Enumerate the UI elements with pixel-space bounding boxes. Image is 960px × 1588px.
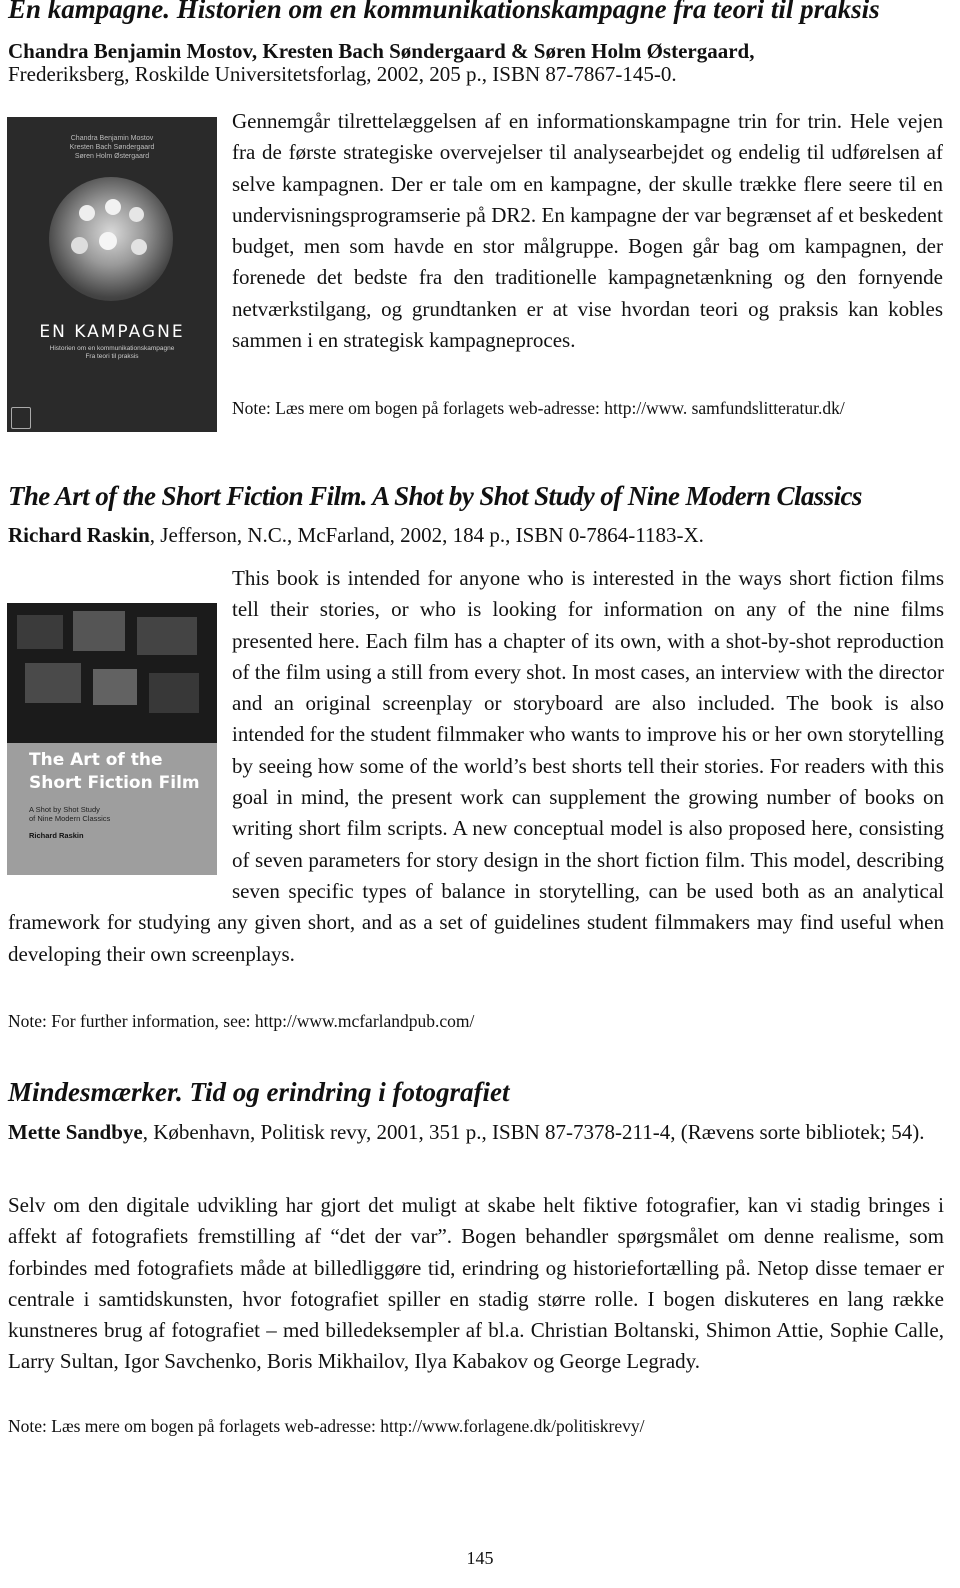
cover-author: Richard Raskin (29, 831, 84, 840)
book-cover-en-kampagne (7, 117, 217, 432)
person-figure (129, 207, 144, 222)
cover-subtitle-line: A Shot by Shot Study (29, 805, 100, 814)
cover-subtitle (7, 345, 217, 361)
page-number: 145 (466, 1548, 494, 1568)
review-3-note: Note: Læs mere om bogen på forlagets web-adresse: http://www.forlagene.dk/politiskrevy/ (8, 1416, 645, 1436)
review-3-body: Selv om den digitale udvikling har gjort det muligt at skabe helt fiktive fotografier, kan vi stadig bringes i affekt af fotografiets fremstilling af “det der var”. Bogen behandler spørgsmålet om denne realisme, som forbindes med fotografiets måde at billedliggøre tid, erindring og historiefortælling på. Netop disse temaer er centrale i samtidskunsten, hvor fotografiet spiller en stadig større rolle. I bogen diskuteres en lang række kunstneres brug af fotografiet – med billedeksempler af bl.a. Christian Boltanski, Shimon Attie, Sophie Calle, Larry Sultan, Igor Savchenko, Boris Mikhailov, Ilya Kabakov og George Legrady. (8, 1193, 944, 1374)
cover-author-line: Chandra Benjamin Mostov (70, 135, 154, 142)
person-figure (79, 205, 95, 221)
cover-group-photo (49, 177, 173, 301)
review-2-publication: , Jefferson, N.C., McFarland, 2002, 184 p., ISBN 0-7864-1183-X. (149, 523, 704, 547)
review-3-publication-line (8, 1121, 944, 1143)
review-1-body: Gennemgår tilrettelæggelsen af en informationskampagne trin for trin. Hele vejen fra de første strategiske overvejelser til analysearbejdet og endelig til udførelsen af selve kampagnen. Der er tale om en kampagne, der skulle trække flere seere til en undervisningsprogramserie på DR2. En kampagne der var begrænset af et beskedent budget, men som havde en stor målgruppe. Bogen går bag om kampagnen, der forenede det bedste fra den traditionelle kampagnetænkning og den fornyende netværkstilgang, og grundtanken er at vise hvordan teori og praksis kan kobles sammen i en strategisk kampagneproces. (232, 109, 943, 353)
cover-title-line: Short Fiction Film (29, 773, 200, 793)
review-2-publication-line (8, 524, 704, 546)
cover-subtitle-line: Fra teori til praksis (85, 353, 139, 360)
person-figure (131, 239, 147, 255)
cover-author-line: Kresten Bach Søndergaard (69, 144, 155, 151)
cover-authors (7, 134, 217, 161)
cover-title: EN KAMPAGNE (39, 322, 185, 342)
review-3-publication: , København, Politisk revy, 2001, 351 p., ISBN 87-7378-211-4, (Rævens sorte bibliotek; 54). (142, 1120, 925, 1144)
publisher-logo (11, 407, 31, 429)
cover-title-line: The Art of the (29, 750, 163, 770)
review-1-title: En kampagne. Historien om en kommunikationskampagne fra teori til praksis (8, 0, 880, 24)
person-figure (71, 237, 88, 254)
review-1-publication: Frederiksberg, Roskilde Universitetsforlag, 2002, 205 p., ISBN 87-7867-145-0. (8, 62, 677, 86)
review-1-authors: Chandra Benjamin Mostov, Kresten Bach Søndergaard & Søren Holm Østergaard, (8, 39, 755, 63)
cover-subtitle-line: of Nine Modern Classics (29, 814, 111, 823)
person-figure (99, 232, 117, 250)
review-3-author: Mette Sandbye (8, 1120, 143, 1144)
review-2-note: Note: For further information, see: http://www.mcfarlandpub.com/ (8, 1011, 475, 1031)
cover-subtitle-line: Historien om en kommunikationskampagne (49, 345, 175, 352)
review-3-title: Mindesmærker. Tid og erindring i fotografiet (8, 1077, 510, 1107)
review-2-body: This book is intended for anyone who is interested in the ways short fiction films tell their stories, or who is looking for information on any of the nine films presented here. Each film has a chapter of its own, with a shot-by-shot reproduction of the film using a still from every shot. In most cases, an interview with the director and an original screenplay or storyboard are also included. The book is also intended for the student filmmaker who wants to improve his or her own storytelling by seeing how some of the world’s best shorts tell their stories. For readers with this goal in mind, the present work can supplement the growing number of books on writing short film scripts. A new conceptual model is also proposed here, consisting of seven parameters for story design in the short fiction film. This model, describing seven specific types of balance in storytelling, can be used both as an analytical framework for studying any given short, and as a set of guidelines student filmmakers may find useful when developing their own screenplays. (8, 566, 944, 966)
review-1-note: Note: Læs mere om bogen på forlagets web-adresse: http://www. samfundslitteratur.dk/ (232, 398, 845, 418)
review-2-title: The Art of the Short Fiction Film. A Shot by Shot Study of Nine Modern Classics (8, 481, 862, 511)
review-2-author: Richard Raskin (8, 523, 150, 547)
cover-author-line: Søren Holm Østergaard (74, 153, 150, 160)
person-figure (105, 199, 121, 215)
